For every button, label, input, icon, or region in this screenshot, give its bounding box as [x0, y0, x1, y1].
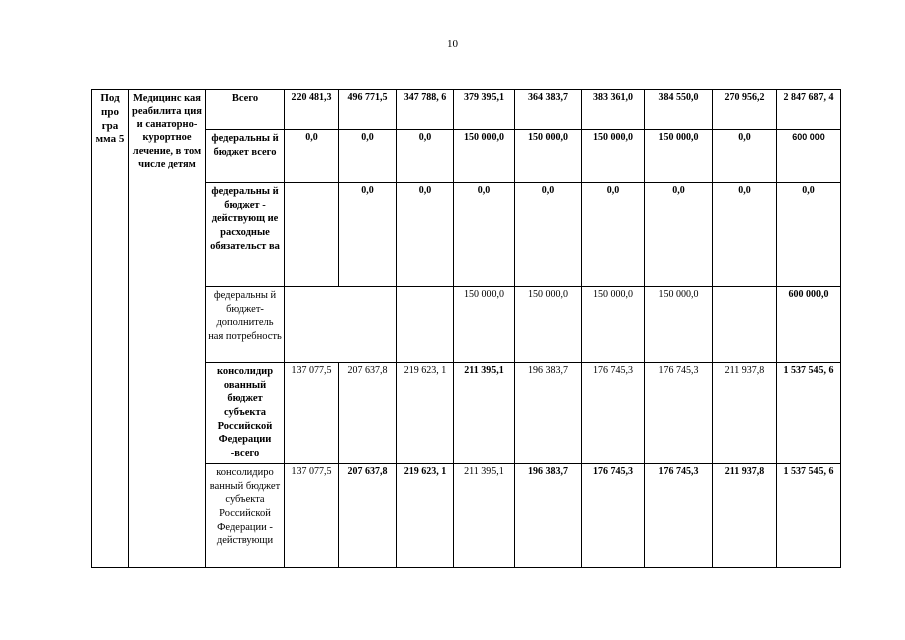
table-cell: 270 956,2	[713, 90, 777, 130]
table-cell: 211 395,1	[454, 464, 515, 568]
table-cell: 0,0	[285, 130, 339, 183]
row-label: федеральны й бюджет - действующ ие расходные обязательст ва	[206, 183, 285, 287]
table-row	[92, 90, 841, 130]
table-cell: 196 383,7	[515, 464, 582, 568]
table-cell: 0,0	[582, 183, 645, 287]
row-label: консолидир ованный бюджет субъекта Российской Федерации -всего	[206, 363, 285, 464]
table-cell: 383 361,0	[582, 90, 645, 130]
table-cell: 600 000	[777, 130, 841, 183]
table-cell: 150 000,0	[515, 287, 582, 363]
table-cell: 150 000,0	[645, 287, 713, 363]
table-cell: 0,0	[515, 183, 582, 287]
table-cell: 137 077,5	[285, 464, 339, 568]
table-cell: 496 771,5	[339, 90, 397, 130]
table-cell: 150 000,0	[582, 130, 645, 183]
table-cell: 2 847 687, 4	[777, 90, 841, 130]
table-cell	[713, 287, 777, 363]
row-label: Всего	[206, 90, 285, 130]
table-cell: 150 000,0	[645, 130, 713, 183]
table-cell: 0,0	[713, 130, 777, 183]
table-cell: 384 550,0	[645, 90, 713, 130]
table-cell: 1 537 545, 6	[777, 464, 841, 568]
table-cell: 0,0	[454, 183, 515, 287]
table-cell: 150 000,0	[515, 130, 582, 183]
table-cell: 219 623, 1	[397, 464, 454, 568]
row-label: консолидиро ванный бюджет субъекта Российской Федерации - действующи	[206, 464, 285, 568]
budget-table	[91, 89, 841, 568]
table-cell: 207 637,8	[339, 464, 397, 568]
table-cell: 211 937,8	[713, 464, 777, 568]
table-cell: 220 481,3	[285, 90, 339, 130]
table-cell: 0,0	[339, 130, 397, 183]
program-name-cell: Медицинс кая реабилита ция и санаторно-курортное лечение, в том числе детям	[129, 90, 206, 568]
table-cell: 150 000,0	[454, 287, 515, 363]
table-cell	[397, 287, 454, 363]
table-cell	[285, 287, 397, 363]
table-cell: 347 788, 6	[397, 90, 454, 130]
table-cell: 196 383,7	[515, 363, 582, 464]
table-cell: 0,0	[777, 183, 841, 287]
table-cell: 364 383,7	[515, 90, 582, 130]
table-cell: 150 000,0	[454, 130, 515, 183]
table-cell: 0,0	[397, 130, 454, 183]
table-cell: 207 637,8	[339, 363, 397, 464]
subprogram-cell: Под про гра мма 5	[92, 90, 129, 568]
table-cell: 176 745,3	[645, 363, 713, 464]
table-cell: 176 745,3	[645, 464, 713, 568]
table-cell: 0,0	[397, 183, 454, 287]
row-label: федеральны й бюджет-дополнитель ная потребность	[206, 287, 285, 363]
table-cell: 176 745,3	[582, 464, 645, 568]
table-cell: 211 395,1	[454, 363, 515, 464]
table-cell: 176 745,3	[582, 363, 645, 464]
row-label: федеральны й бюджет всего	[206, 130, 285, 183]
table-cell: 150 000,0	[582, 287, 645, 363]
table-cell	[285, 183, 339, 287]
page-number: 10	[447, 38, 458, 50]
table-cell: 219 623, 1	[397, 363, 454, 464]
table-cell: 0,0	[713, 183, 777, 287]
table-cell: 211 937,8	[713, 363, 777, 464]
table-cell: 600 000,0	[777, 287, 841, 363]
table-cell: 379 395,1	[454, 90, 515, 130]
table-cell: 0,0	[645, 183, 713, 287]
table-cell: 137 077,5	[285, 363, 339, 464]
table-cell: 1 537 545, 6	[777, 363, 841, 464]
table-cell: 0,0	[339, 183, 397, 287]
